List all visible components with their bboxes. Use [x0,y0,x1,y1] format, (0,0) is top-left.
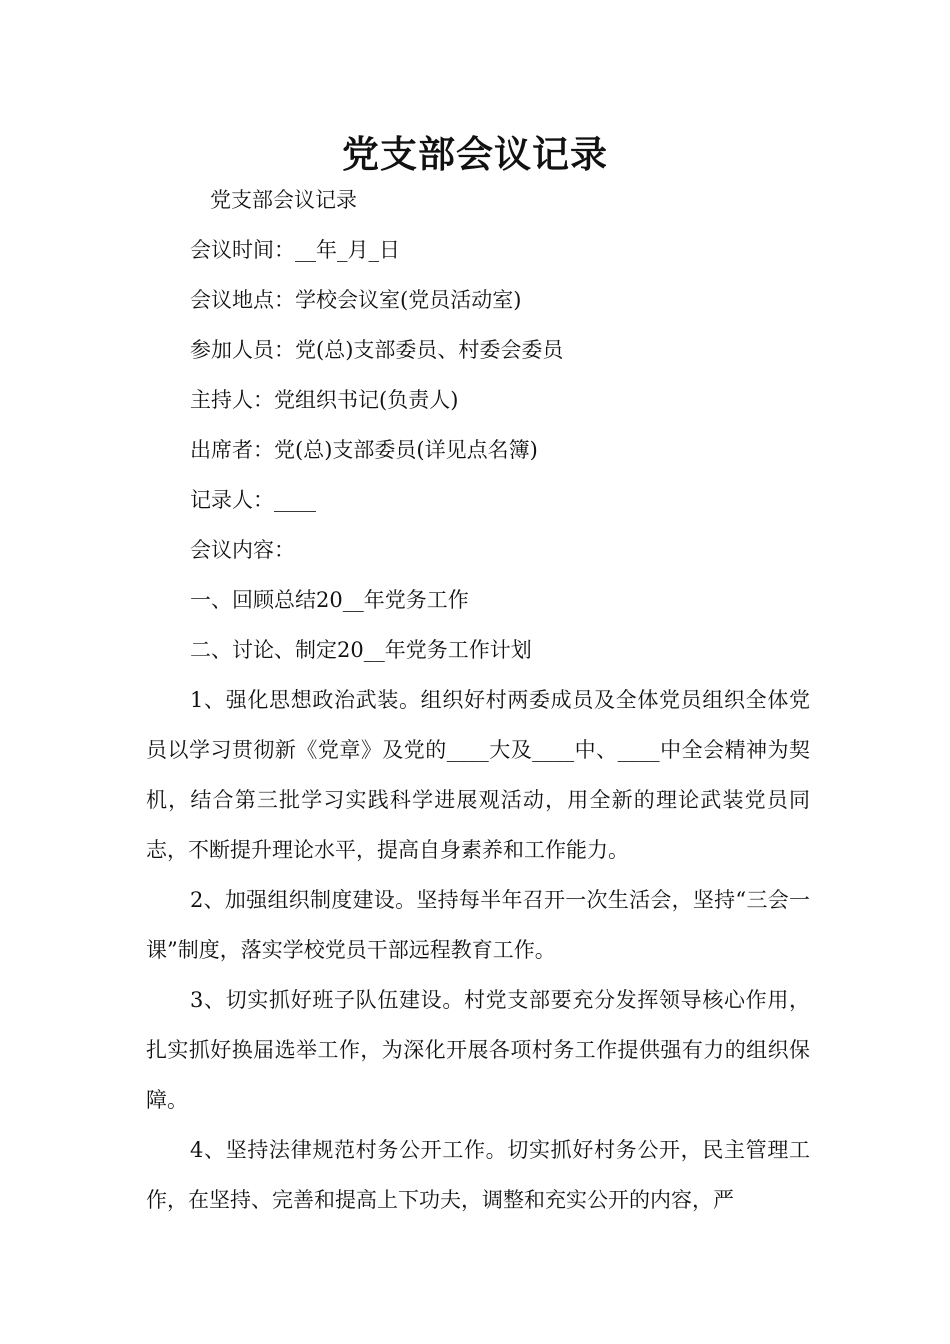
agenda-item-review: 一、回顾总结20__年党务工作 [190,588,469,612]
meeting-location: 会议地点：学校会议室(党员活动室) [190,288,522,312]
meeting-present: 出席者：党(总)支部委员(详见点名簿) [190,438,538,462]
paragraph-team-building: 3、切实抓好班子队伍建设。村党支部要充分发挥领导核心作用，扎实抓好换届选举工作，为深化开展各项村务工作提供强有力的组织保障。 [146,988,810,1112]
meeting-recorder: 记录人：____ [190,488,316,512]
meeting-content-label: 会议内容： [190,538,295,562]
meeting-attendees: 参加人员：党(总)支部委员、村委会委员 [190,338,564,362]
document-title: 党支部会议记录 [342,132,608,176]
meeting-time: 会议时间：__年_月_日 [190,238,400,262]
paragraph-ideology: 1、强化思想政治武装。组织好村两委成员及全体党员组织全体党员以学习贯彻新《党章》及党的____大及____中、____中全会精神为契机，结合第三批学习实践科学进展观活动，用全新的理论武装党员同志，不断提升理论水平，提高自身素养和工作能力。 [146,688,810,862]
document-body [146,175,810,1225]
meeting-host: 主持人：党组织书记(负责人) [190,388,459,412]
paragraph-village-affairs: 4、坚持法律规范村务公开工作。切实抓好村务公开，民主管理工作，在坚持、完善和提高上下功夫，调整和充实公开的内容，严 [146,1138,810,1212]
paragraph-organization: 2、加强组织制度建设。坚持每半年召开一次生活会，坚持“三会一课”制度，落实学校党员干部远程教育工作。 [146,888,810,962]
document-subtitle: 党支部会议记录 [210,188,357,212]
agenda-item-plan: 二、讨论、制定20__年党务工作计划 [190,638,532,662]
